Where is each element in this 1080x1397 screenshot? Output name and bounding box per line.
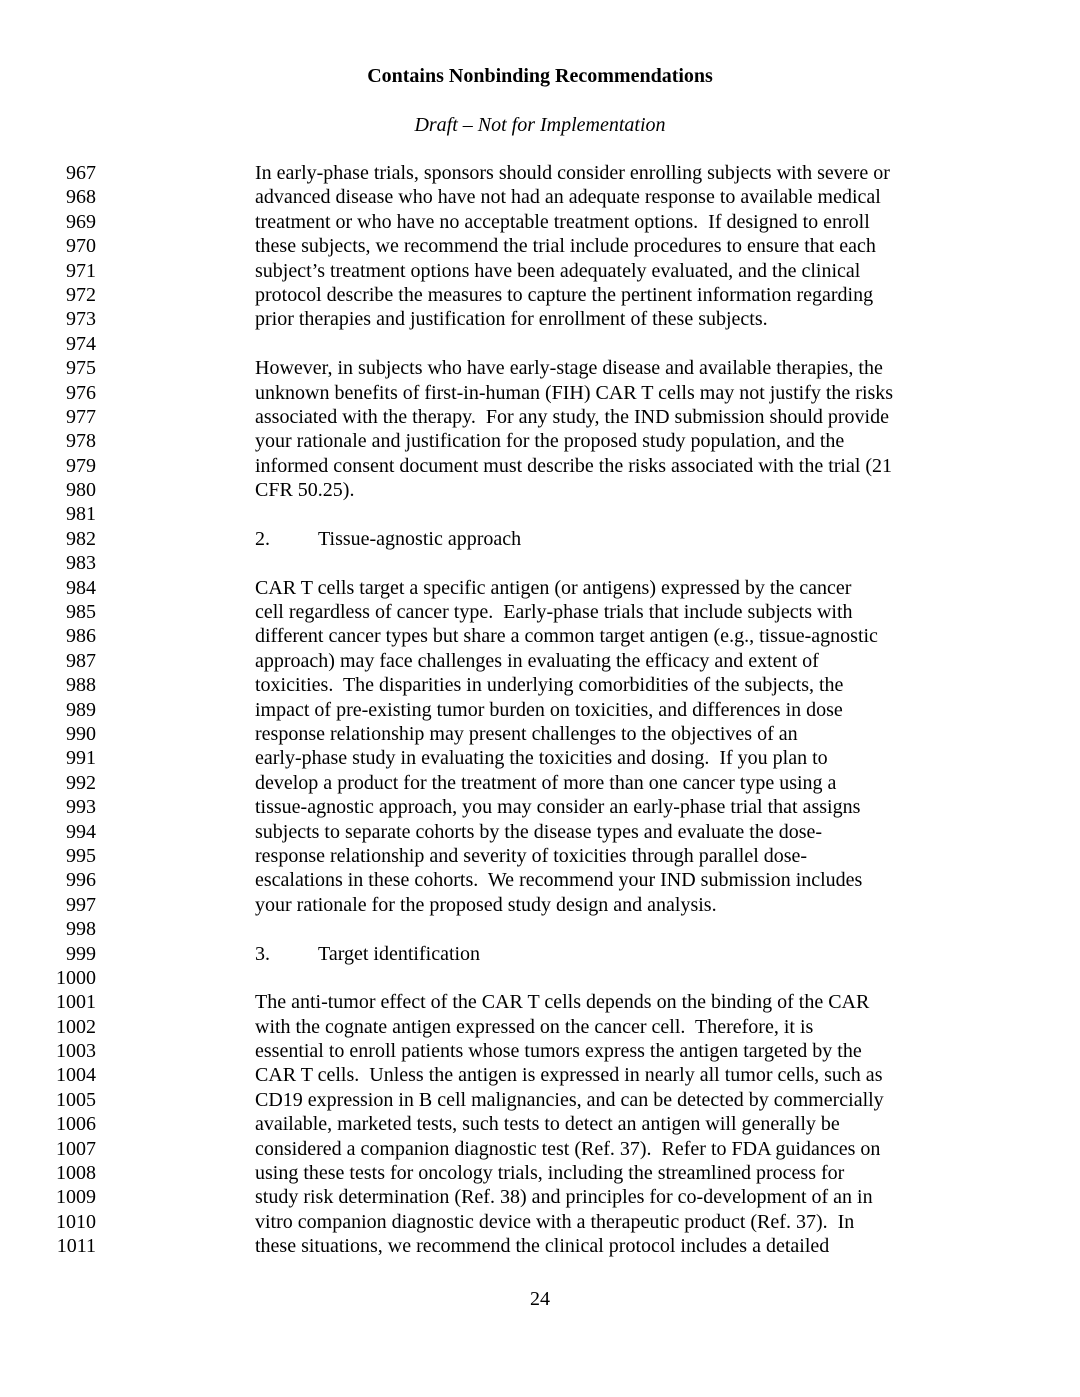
section-heading-line	[0, 527, 1080, 551]
text-line	[0, 1185, 1080, 1209]
line-text: cell regardless of cancer type. Early-phase trials that include subjects with	[255, 601, 853, 624]
text-line	[0, 820, 1080, 844]
text-line	[0, 332, 1080, 356]
line-number: 993	[66, 796, 96, 819]
text-line	[0, 1015, 1080, 1039]
text-line	[0, 966, 1080, 990]
line-number: 983	[66, 552, 96, 575]
line-number: 973	[66, 308, 96, 331]
section-heading-line	[0, 942, 1080, 966]
text-line	[0, 698, 1080, 722]
line-text: impact of pre-existing tumor burden on toxicities, and differences in dose	[255, 698, 843, 721]
line-text: response relationship and severity of toxicities through parallel dose-	[255, 844, 808, 867]
line-number: 1011	[56, 1235, 96, 1258]
line-text: informed consent document must describe the risks associated with the trial (21	[255, 454, 893, 477]
line-number: 985	[66, 601, 96, 624]
line-number: 976	[66, 381, 96, 404]
line-text: subjects to separate cohorts by the disease types and evaluate the dose-	[255, 820, 823, 843]
line-number: 980	[66, 479, 96, 502]
line-text: associated with the therapy. For any study, the IND submission should provide	[255, 405, 889, 428]
line-number: 972	[66, 283, 96, 306]
line-number: 998	[66, 918, 96, 941]
line-number: 990	[66, 722, 96, 745]
line-number: 994	[66, 820, 96, 843]
text-line	[0, 1210, 1080, 1234]
text-line	[0, 771, 1080, 795]
text-line	[0, 185, 1080, 209]
text-line	[0, 893, 1080, 917]
line-text: subject’s treatment options have been adequately evaluated, and the clinical	[255, 259, 861, 282]
line-text: unknown benefits of first-in-human (FIH) CAR T cells may not justify the risks	[255, 381, 894, 404]
text-line	[0, 429, 1080, 453]
line-number: 1006	[56, 1113, 96, 1136]
line-number: 989	[66, 698, 96, 721]
line-text: prior therapies and justification for enrollment of these subjects.	[255, 308, 768, 331]
text-line	[0, 1112, 1080, 1136]
line-number: 986	[66, 625, 96, 648]
line-number: 977	[66, 405, 96, 428]
section-title: Tissue-agnostic approach	[318, 527, 522, 550]
line-text: CAR T cells. Unless the antigen is expressed in nearly all tumor cells, such as	[255, 1064, 883, 1087]
text-line	[0, 868, 1080, 892]
line-number: 991	[66, 747, 96, 770]
line-number: 1004	[56, 1064, 96, 1087]
document-header-subtitle: Draft – Not for Implementation	[414, 114, 666, 136]
line-number: 1009	[56, 1186, 96, 1209]
line-text: CAR T cells target a specific antigen (or antigens) expressed by the cancer	[255, 576, 852, 599]
line-number: 970	[66, 235, 96, 258]
text-line	[0, 210, 1080, 234]
line-text: The anti-tumor effect of the CAR T cells depends on the binding of the CAR	[255, 991, 870, 1014]
page-number: 24	[530, 1288, 550, 1310]
line-text: available, marketed tests, such tests to detect an antigen will generally be	[255, 1113, 840, 1136]
text-line	[0, 356, 1080, 380]
text-line	[0, 990, 1080, 1014]
line-text: study risk determination (Ref. 38) and principles for co-development of an in	[255, 1186, 873, 1209]
line-text: these subjects, we recommend the trial include procedures to ensure that each	[255, 235, 876, 258]
line-text: toxicities. The disparities in underlying comorbidities of the subjects, the	[255, 674, 844, 697]
section-heading	[255, 527, 521, 551]
text-line	[0, 1161, 1080, 1185]
text-line	[0, 1137, 1080, 1161]
text-line	[0, 454, 1080, 478]
line-text: essential to enroll patients whose tumors express the antigen targeted by the	[255, 1040, 862, 1063]
line-text: with the cognate antigen expressed on the cancer cell. Therefore, it is	[255, 1015, 814, 1038]
line-number: 995	[66, 844, 96, 867]
section-title: Target identification	[318, 942, 481, 965]
line-text: vitro companion diagnostic device with a therapeutic product (Ref. 37). In	[255, 1210, 855, 1233]
line-number: 971	[66, 259, 96, 282]
text-line	[0, 234, 1080, 258]
line-number: 968	[66, 186, 96, 209]
line-text: different cancer types but share a common target antigen (e.g., tissue-agnostic	[255, 625, 878, 648]
text-line	[0, 405, 1080, 429]
line-text: considered a companion diagnostic test (Ref. 37). Refer to FDA guidances on	[255, 1137, 881, 1160]
section-number: 2.	[255, 527, 270, 550]
text-line	[0, 283, 1080, 307]
line-text: CD19 expression in B cell malignancies, and can be detected by commercially	[255, 1088, 884, 1111]
text-line	[0, 722, 1080, 746]
line-number: 978	[66, 430, 96, 453]
line-text: CFR 50.25).	[255, 479, 355, 502]
line-text: develop a product for the treatment of more than one cancer type using a	[255, 771, 837, 794]
line-number: 1001	[56, 991, 96, 1014]
text-line	[0, 600, 1080, 624]
line-number: 1005	[56, 1088, 96, 1111]
text-line	[0, 795, 1080, 819]
line-number: 1010	[56, 1210, 96, 1233]
line-number: 1003	[56, 1040, 96, 1063]
line-text: treatment or who have no acceptable treatment options. If designed to enroll	[255, 210, 870, 233]
line-text: early-phase study in evaluating the toxicities and dosing. If you plan to	[255, 747, 828, 770]
line-number: 987	[66, 649, 96, 672]
text-line	[0, 478, 1080, 502]
line-number: 984	[66, 576, 96, 599]
text-line	[0, 1234, 1080, 1258]
text-line	[0, 502, 1080, 526]
line-number: 1008	[56, 1162, 96, 1185]
line-text: response relationship may present challenges to the objectives of an	[255, 722, 798, 745]
text-line	[0, 161, 1080, 185]
line-number: 1002	[56, 1015, 96, 1038]
line-number: 969	[66, 210, 96, 233]
text-line	[0, 551, 1080, 575]
line-number: 992	[66, 771, 96, 794]
line-text: your rationale for the proposed study design and analysis.	[255, 893, 717, 916]
line-text: tissue-agnostic approach, you may consider an early-phase trial that assigns	[255, 796, 861, 819]
line-text: approach) may face challenges in evaluating the efficacy and extent of	[255, 649, 819, 672]
text-line	[0, 381, 1080, 405]
line-number: 975	[66, 357, 96, 380]
text-line	[0, 1039, 1080, 1063]
line-number: 967	[66, 162, 96, 184]
text-line	[0, 624, 1080, 648]
text-line	[0, 1088, 1080, 1112]
text-line	[0, 649, 1080, 673]
line-number: 988	[66, 674, 96, 697]
line-number: 999	[66, 942, 96, 965]
line-text: In early-phase trials, sponsors should consider enrolling subjects with severe or	[255, 162, 890, 184]
document-header-title: Contains Nonbinding Recommendations	[367, 65, 713, 87]
text-line	[0, 307, 1080, 331]
line-text: these situations, we recommend the clinical protocol includes a detailed	[255, 1235, 830, 1258]
line-text: using these tests for oncology trials, including the streamlined process for	[255, 1162, 845, 1185]
line-number: 974	[66, 332, 96, 355]
document-body	[0, 161, 1080, 1259]
line-number: 1000	[56, 966, 96, 989]
text-line	[0, 746, 1080, 770]
line-text: your rationale and justification for the proposed study population, and the	[255, 430, 845, 453]
line-text: However, in subjects who have early-stage disease and available therapies, the	[255, 357, 883, 380]
text-line	[0, 844, 1080, 868]
line-number: 982	[66, 527, 96, 550]
line-number: 996	[66, 869, 96, 892]
section-heading	[255, 942, 480, 966]
line-text: protocol describe the measures to capture the pertinent information regarding	[255, 283, 874, 306]
text-line	[0, 259, 1080, 283]
line-number: 979	[66, 454, 96, 477]
line-number: 981	[66, 503, 96, 526]
line-number: 1007	[56, 1137, 96, 1160]
line-number: 997	[66, 893, 96, 916]
line-text: escalations in these cohorts. We recommend your IND submission includes	[255, 869, 863, 892]
section-number: 3.	[255, 942, 270, 965]
text-line	[0, 917, 1080, 941]
text-line	[0, 1063, 1080, 1087]
line-text: advanced disease who have not had an adequate response to available medical	[255, 186, 881, 209]
text-line	[0, 673, 1080, 697]
text-line	[0, 576, 1080, 600]
